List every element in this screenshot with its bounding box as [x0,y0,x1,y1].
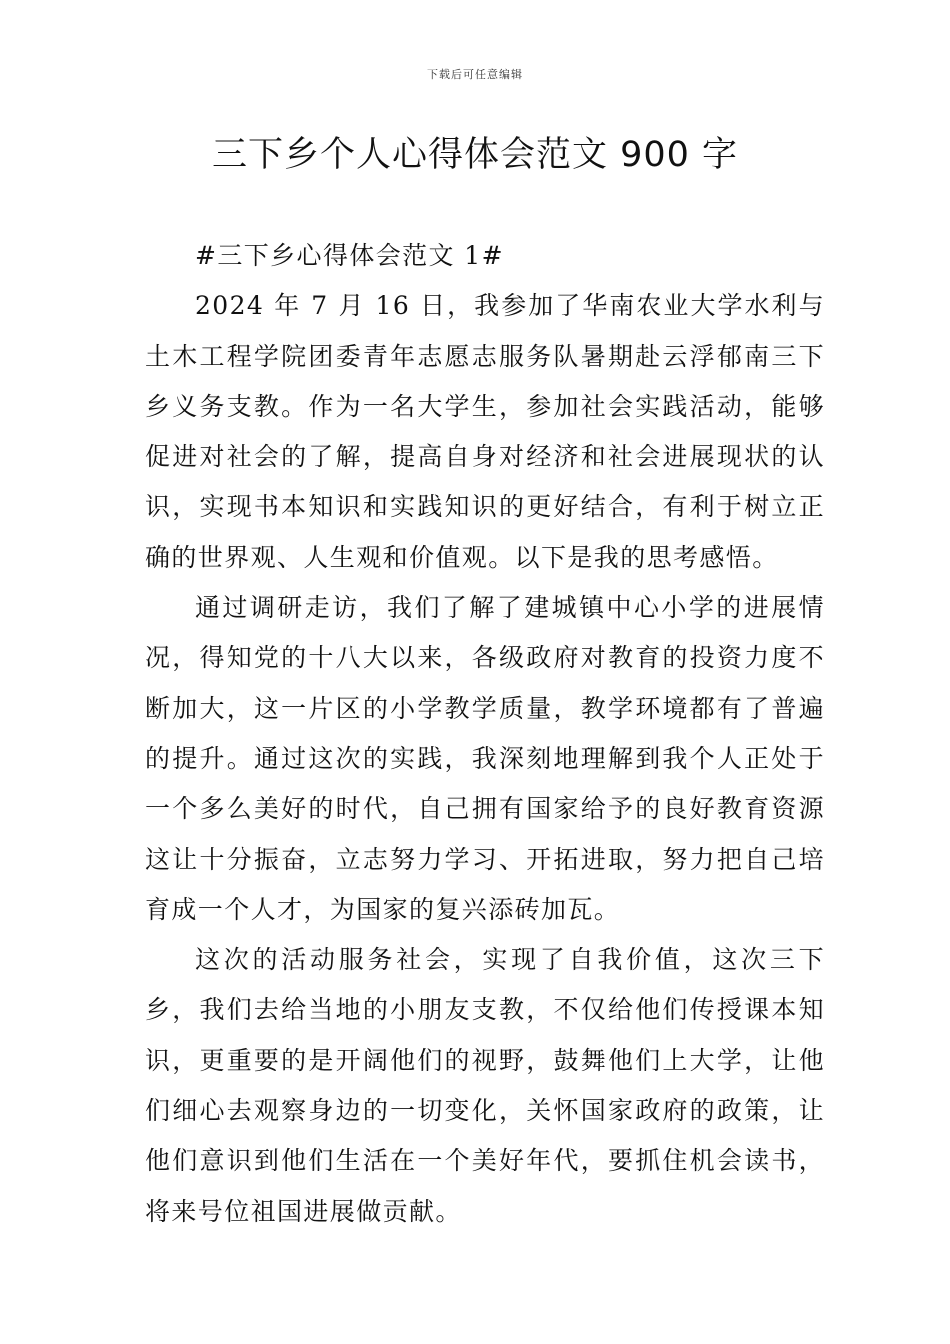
header-note: 下载后可任意编辑 [427,68,523,81]
paragraph-1: 2024 年 7 月 16 日，我参加了华南农业大学水利与土木工程学院团委青年志愿志服务队暑期赴云浮郁南三下乡义务支教。作为一名大学生，参加社会实践活动，能够促进对社会的了解，提高自身对经济和社会进展现状的认识，实现书本知识和实践知识的更好结合，有利于树立正确的世界观、人生观和价值观。以下是我的思考感悟。 [145,291,825,572]
section-heading: #三下乡心得体会范文 1# [195,241,504,270]
paragraph-2: 通过调研走访，我们了解了建城镇中心小学的进展情况，得知党的十八大以来，各级政府对教育的投资力度不断加大，这一片区的小学教学质量，教学环境都有了普遍的提升。通过这次的实践，我深刻地理解到我个人正处于一个多么美好的时代，自己拥有国家给予的良好教育资源这让十分振奋，立志努力学习、开拓进取，努力把自己培育成一个人才，为国家的复兴添砖加瓦。 [145,593,825,924]
document-title: 三下乡个人心得体会范文 900 字 [211,135,739,175]
paragraph-3: 这次的活动服务社会，实现了自我价值，这次三下乡，我们去给当地的小朋友支教，不仅给他们传授课本知识，更重要的是开阔他们的视野，鼓舞他们上大学，让他们细心去观察身边的一切变化，关怀国家政府的政策，让他们意识到他们生活在一个美好年代，要抓住机会读书，将来号位祖国进展做贡献。 [145,945,825,1226]
document-body [145,231,825,1237]
